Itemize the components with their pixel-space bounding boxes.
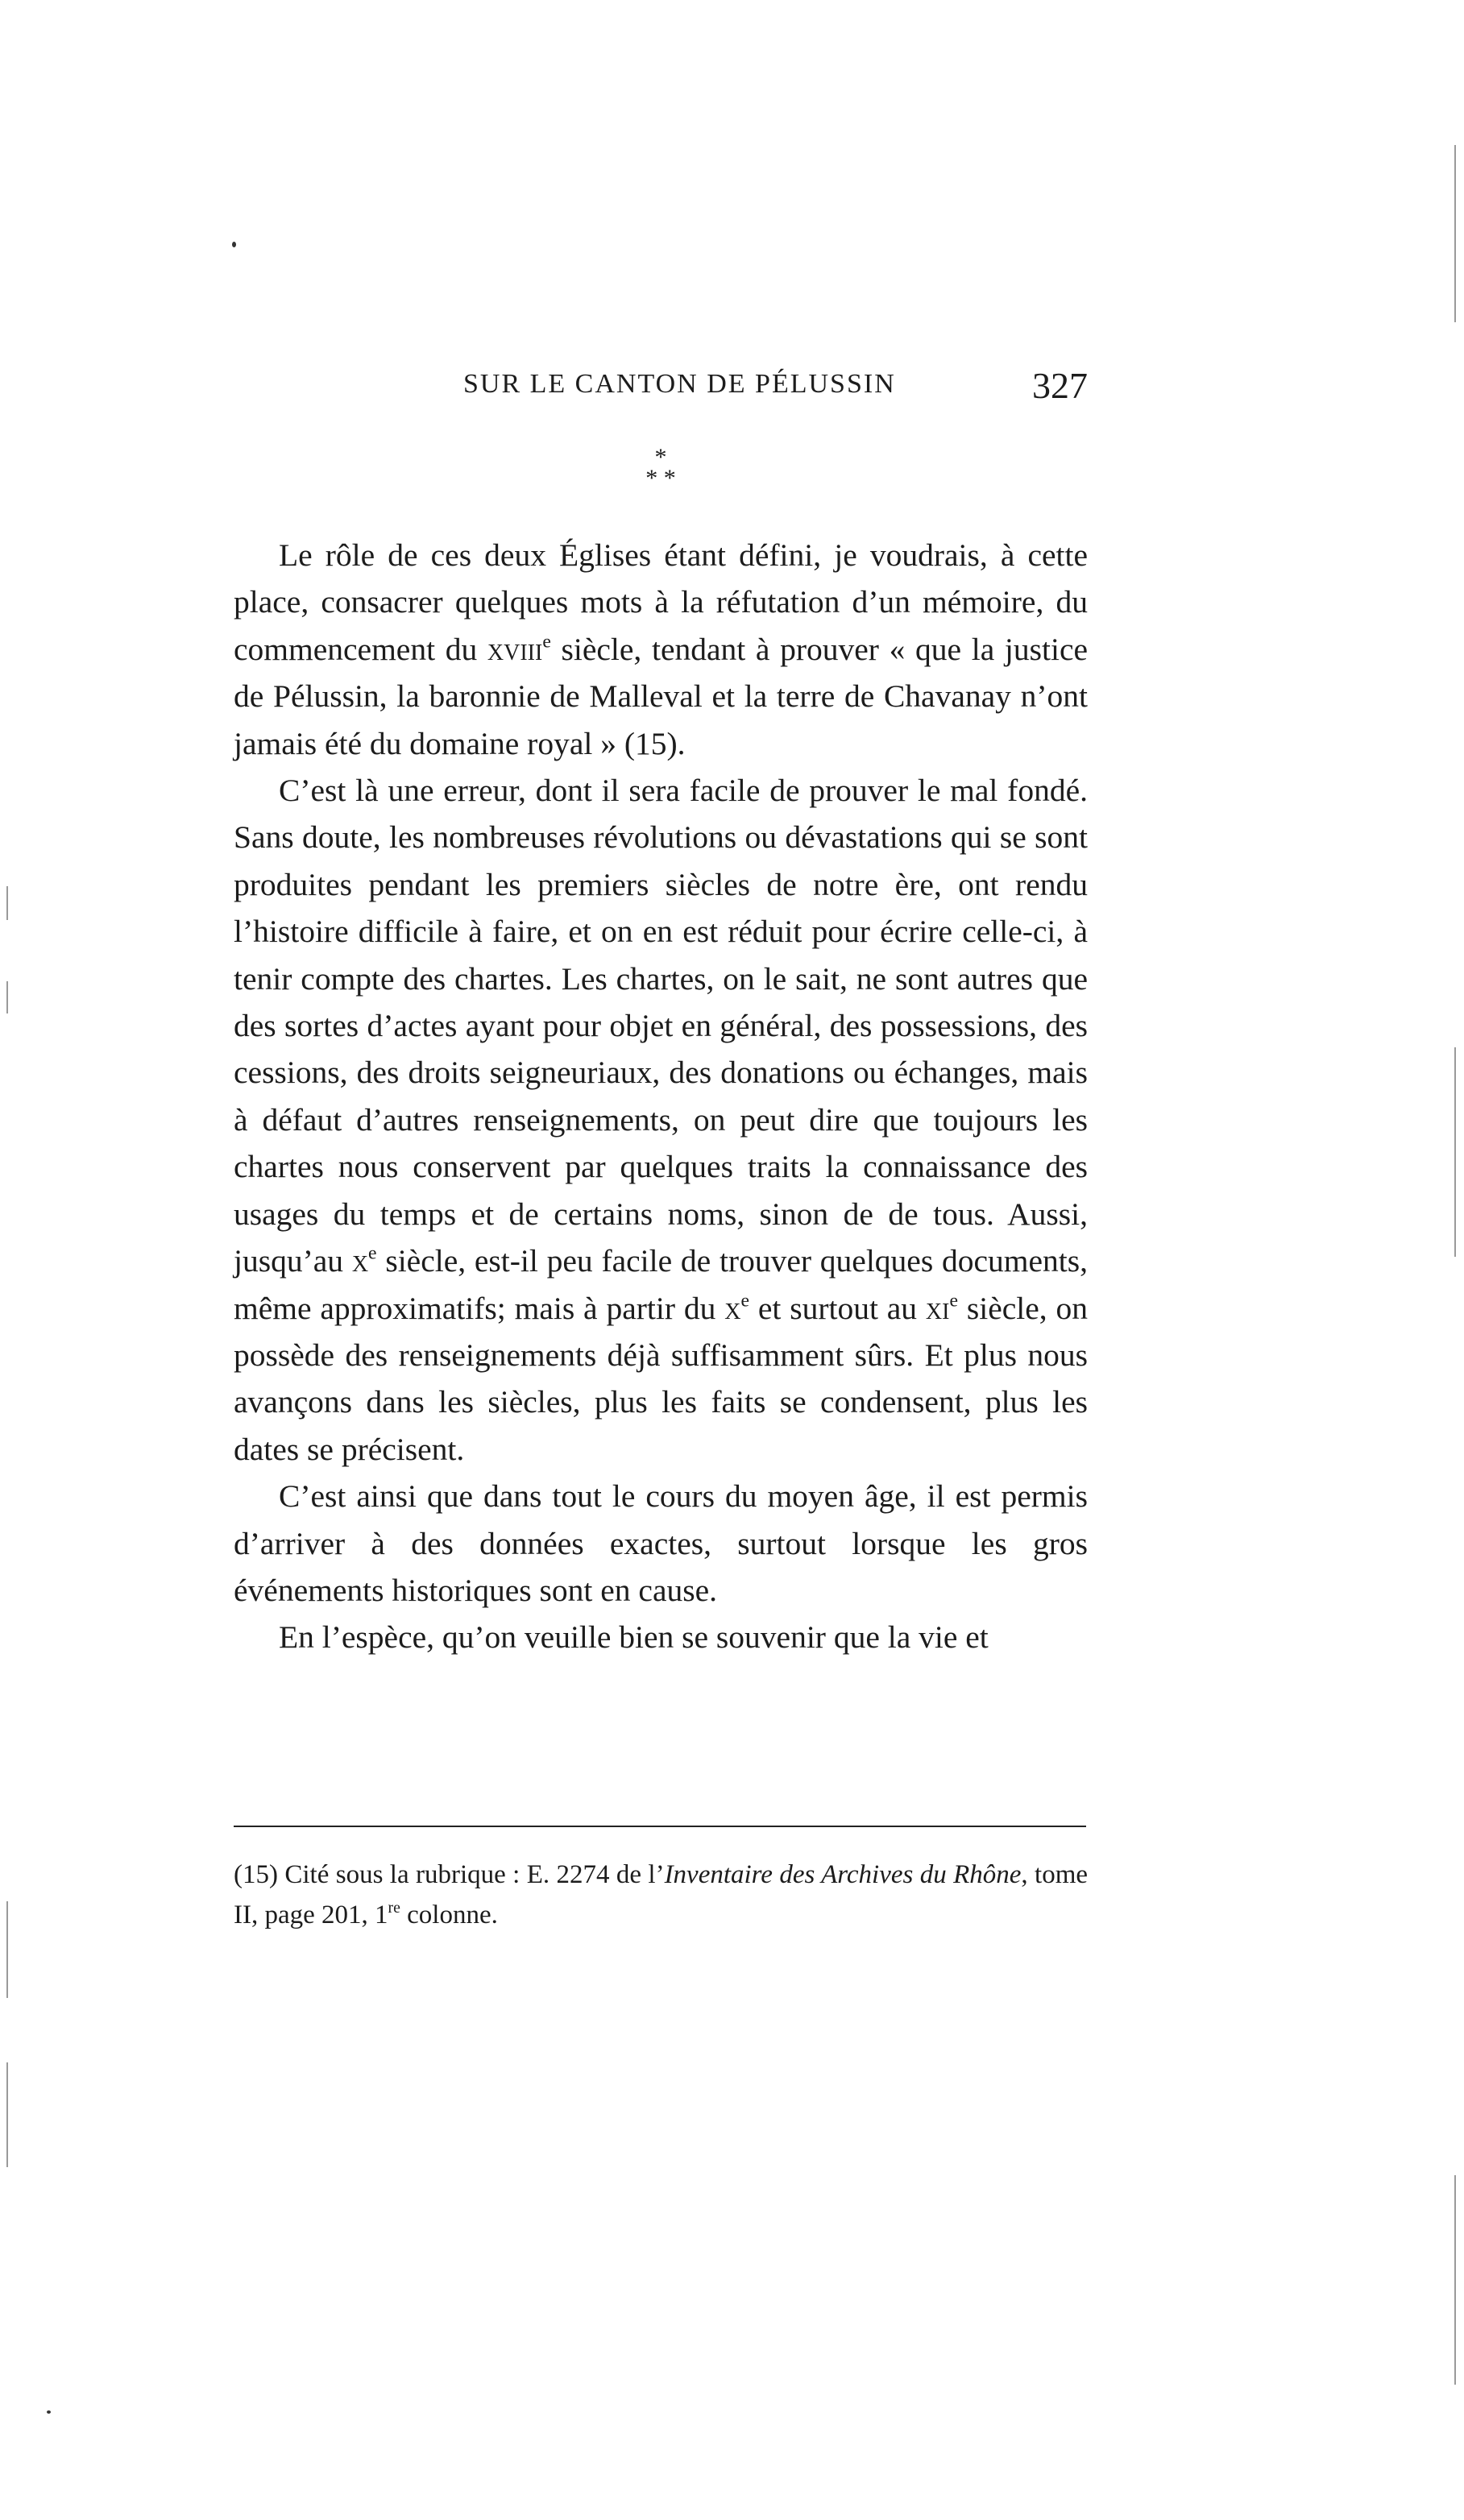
- century-superscript: e: [368, 1242, 377, 1264]
- asterism-ornament: [620, 444, 701, 491]
- main-text: [234, 532, 1088, 1661]
- paragraph-1-text-b: siècle, tendant à prouver « que la justice de Pélussin, la baronnie de Malleval et la terre de Chavanay n’ont jamais été du domaine royal » (15).: [234, 631, 1089, 761]
- footnotes: [234, 1855, 1088, 1935]
- footnote-superscript: re: [388, 1899, 400, 1917]
- paragraph-2: [234, 767, 1088, 1473]
- paragraph-2-text-a: C’est là une erreur, dont il sera facile de prouver le mal fondé. Sans doute, les nombreuses révolutions ou dévastations qui se sont produites pendant les premiers siècles de notre ère, ont rendu l’histoire difficile à faire, et on en est réduit pour écrire celle-ci, à tenir compte des chartes. Les chartes, on le sait, ne sont autres que des sortes d’actes ayant pour objet en général, des possessions, des cessions, des droits seigneuriaux, des donations ou échanges, mais à défaut d’autres renseignements, on peut dire que toujours les chartes nous conservent par quelques traits la connaissance des usages du temps et de certains noms, sinon de de tous. Aussi, jusqu’au: [234, 773, 1088, 1279]
- century-superscript: e: [542, 631, 551, 653]
- scan-speck: [232, 242, 236, 247]
- paragraph-4: En l’espèce, qu’on veuille bien se souvenir que la vie et: [279, 1619, 989, 1656]
- paragraph-2-text-b: siècle, est-il peu facile de trouver quelques documents, même approximatifs; mais à partir du: [234, 1243, 1088, 1326]
- scan-edge-line: [6, 981, 8, 1013]
- scan-speck: [47, 2410, 51, 2414]
- footnote-rule: [234, 1826, 1086, 1827]
- paragraph-2-text-d: siècle, on possède des renseignements déjà suffisamment sûrs. Et plus nous avançons dans les siècles, plus les faits se condensent, plus les dates se précisent.: [234, 1290, 1088, 1467]
- paragraph-3: C’est ainsi que dans tout le cours du moyen âge, il est permis d’arriver à des données exactes, surtout lorsque les gros événements historiques sont en cause.: [234, 1478, 1088, 1608]
- century-numeral: x: [351, 1243, 369, 1279]
- scan-edge-line: [1454, 1047, 1456, 1257]
- page-number: 327: [1032, 365, 1088, 406]
- footnote-text-c: colonne.: [400, 1900, 498, 1929]
- scan-edge-line: [1454, 2175, 1456, 2385]
- century-superscript: e: [740, 1290, 749, 1312]
- asterism-bottom: * *: [645, 465, 676, 491]
- footnote-source-title: Inventaire des Archives du Rhône: [664, 1860, 1022, 1889]
- scan-edge-line: [6, 886, 8, 920]
- scan-edge-line: [1454, 145, 1456, 322]
- scan-edge-line: [6, 1901, 8, 1998]
- running-title: SUR LE CANTON DE PÉLUSSIN: [463, 369, 896, 399]
- century-numeral: x: [724, 1290, 741, 1326]
- century-superscript: e: [949, 1290, 958, 1312]
- footnote-15: [234, 1855, 1088, 1935]
- century-numeral: xviii: [487, 631, 543, 667]
- paragraph-1: [234, 532, 1088, 767]
- running-head: [234, 365, 1088, 417]
- asterism-top: *: [654, 444, 667, 470]
- scan-edge-line: [6, 2062, 8, 2167]
- paragraph-2-text-c: et surtout au: [749, 1290, 926, 1326]
- paragraph-1-text-a: Le rôle de ces deux Églises étant défini, je voudrais, à cette place, consacrer quelques mots à la réfutation d’un mémoire, du commencement du: [234, 537, 1088, 667]
- footnote-text-b: , tome II, page 201, 1: [234, 1860, 1089, 1929]
- century-numeral: xi: [925, 1290, 950, 1326]
- footnote-text-a: (15) Cité sous la rubrique : E. 2274 de l’: [234, 1860, 665, 1889]
